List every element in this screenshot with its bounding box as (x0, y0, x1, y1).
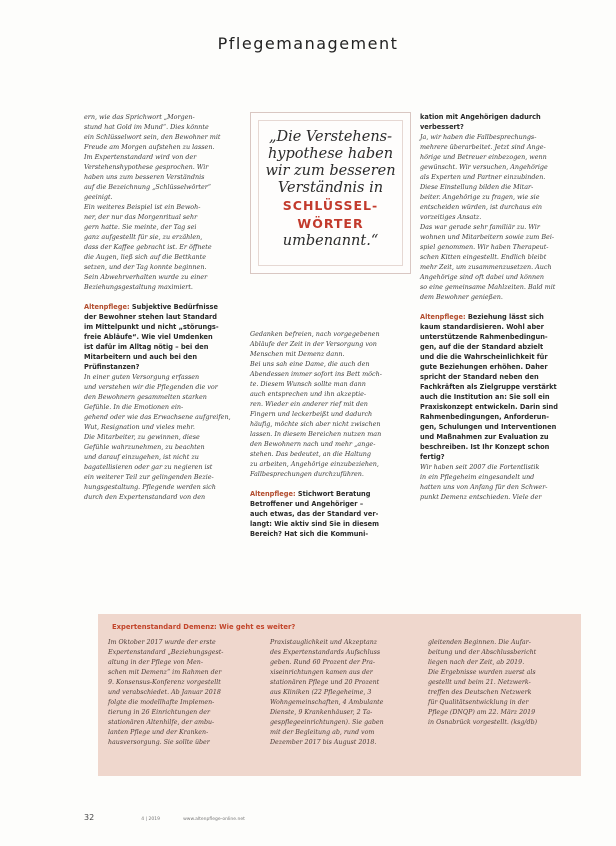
text-line: als Experten und Partner einzubinden. (420, 173, 546, 181)
text-line: gern hatte. Sie meinte, der Tag sei (84, 223, 197, 231)
question-1 (84, 302, 240, 372)
text-line: Expertenstandard „Beziehungsgest- (108, 649, 224, 656)
text-line: hörige und Betreuer einbezogen, wenn (420, 153, 547, 161)
text-line: den Bewohnern nach und mehr „ange- (250, 440, 376, 448)
text-line: ren. Wieder ein anderer rief mit den (250, 400, 368, 408)
text-line: Prüfinstanzen? (84, 363, 140, 371)
text-line: in Osnabrück vorgestellt. (ksg/db) (428, 719, 538, 726)
text-line: dass der Kaffee gebracht ist. Er öffnete (84, 243, 212, 251)
text-line: ein weiterer Teil zur gelingenden Bezie- (84, 473, 214, 481)
answer-3 (420, 462, 578, 502)
text-line: Verstehenshypothese gesprochen. Wir (84, 163, 209, 171)
text-line: Fingern und leckerbeißt und dadurch (250, 410, 373, 418)
text-line: Gefühle. In die Emotionen ein- (84, 403, 184, 411)
text-line: Freude am Morgen aufstehen zu lassen. (84, 143, 215, 151)
text-line: haben uns zum besseren Verständnis (84, 173, 205, 181)
column-2 (250, 329, 410, 539)
text-line: auch entsprechen und ihn akzeptie- (250, 390, 367, 398)
text-line: Dienste, 9 Krankenhäuser, 2 Ta- (270, 709, 373, 716)
text-line: te. Diesem Wunsch sollte man dann (250, 380, 366, 388)
text-line: tierung in 26 Einrichtungen der (108, 709, 211, 716)
text-line: Fallbesprechungen durchzuführen. (250, 470, 364, 478)
text-line: stationären Altenhilfe, der ambu- (108, 719, 215, 726)
text-line: die Augen, ließ sich auf die Bettkante (84, 253, 206, 261)
question-2 (250, 489, 410, 539)
text-line: Bereich? Hat sich die Kommuni- (250, 530, 369, 538)
question-1-text (84, 303, 219, 371)
text-line: punkt Demenz entschieden. Viele der (420, 493, 542, 501)
info-box-column-3 (428, 638, 574, 728)
text-line: und Maßnahmen zur Evaluation zu (420, 433, 549, 441)
text-line: Beziehungsgestaltung maximiert. (84, 283, 193, 291)
text-line: beiter. Angehörige zu fragen, wie sie (420, 193, 540, 201)
text-line: Gefühle wahrzunehmen, zu beachten (84, 443, 205, 451)
text-line: durch den Expertenstandard von den (84, 493, 206, 501)
text-line: unterstützende Rahmenbedingun- (420, 333, 548, 341)
text-line: mit der Begleitung ab, rund vom (270, 729, 375, 736)
question-1-tag: Altenpflege: (84, 303, 130, 311)
text-line: des Expertenstandards Aufschluss (270, 649, 381, 656)
text-line: liegen nach der Zeit, ab 2019. (428, 659, 525, 666)
text-line: Betroffener und Angehöriger – (250, 500, 364, 508)
text-line: treffen des Deutschen Netzwerk (428, 689, 532, 696)
text-line: stund hat Gold im Mund“. Dies könnte (84, 123, 209, 131)
text-line: Die Ergebnisse wurden zuerst als (428, 669, 536, 676)
pull-quote-after: umbenannt.“ (282, 233, 379, 249)
text-line: spricht der Standard neben den (420, 373, 539, 381)
text-line: Angehörige sind oft dabei und können (420, 273, 544, 281)
text-line: gewünscht. Wir versuchen, Angehörige (420, 163, 548, 171)
text-line: mehr Zeit, um zusammenzusetzen. Auch (420, 263, 552, 271)
text-line: Im Oktober 2017 wurde der erste (108, 639, 216, 646)
text-line: stationären Pflege und 20 Prozent (270, 679, 380, 686)
issue-number: 4 | 2019 (141, 817, 160, 822)
text-line: ganz aufgestellt für sie, zu erzählen, (84, 233, 203, 241)
text-line: Stichwort Beratung (297, 490, 371, 498)
answer-1 (84, 372, 240, 502)
info-box-title: Expertenstandard Demenz: Wie geht es weiter? (112, 623, 296, 631)
question-3 (420, 312, 578, 462)
info-box-column-2 (270, 638, 420, 748)
text-line: Wohngemeinschaften, 4 Ambulante (270, 699, 384, 706)
text-line: zu arbeiten, Angehörige einzubeziehen, (250, 460, 379, 468)
text-line: wohnen und Mitarbeitern sowie zum Bei- (420, 233, 555, 241)
text-line: fertig? (420, 453, 445, 461)
text-line: Rahmenbedingungen, Anforderun- (420, 413, 549, 421)
text-line: häufig, möchte sich aber nicht zwischen (250, 420, 381, 428)
text-line: stehen. Das bedeutet, an die Haltung (250, 450, 372, 458)
text-line: in ein Pflegeheim eingesandelt und (420, 473, 535, 481)
text-line: den Bewohnern gesammelten starken (84, 393, 207, 401)
text-line: freie Abläufe“. Wie viel Umdenken (84, 333, 213, 341)
text-line: für Qualitätsentwicklung in der (428, 699, 529, 706)
text-line: Gedanken befreien, nach vorgegebenen (250, 330, 380, 338)
answer-2 (420, 132, 578, 302)
text-line: schen Kitten eingestellt. Endlich bleibt (420, 253, 547, 261)
text-line: der Bewohner stehen laut Standard (84, 313, 218, 321)
text-line: Bei uns sah eine Dame, die auch den (250, 360, 370, 368)
text-line: auch etwas, das der Standard ver- (250, 510, 379, 518)
website-url: www.altenpflege-online.net (183, 817, 245, 822)
text-line: Fachkräften als Zielgruppe verstärkt (420, 383, 557, 391)
pull-quote-box (250, 112, 411, 274)
text-line: gleitenden Beginnen. Die Aufar- (428, 639, 531, 646)
text-line: und darauf einzugehen, ist nicht zu (84, 453, 199, 461)
text-line: Pflege (DNQP) am 22. März 2019 (428, 709, 536, 716)
text-line: Beziehung lässt sich (467, 313, 544, 321)
text-line: Wut, Resignation und vieles mehr. (84, 423, 195, 431)
text-line: altung in der Pflege von Men- (108, 659, 203, 666)
pull-quote-before: „Die Verstehens-hypothese haben wir zum besseren Verständnis in (265, 129, 396, 196)
text-line: Ein weiteres Beispiel ist ein Bewoh- (84, 203, 201, 211)
info-box-column-1 (108, 638, 256, 748)
text-line: In einer guten Versorgung erfassen (84, 373, 200, 381)
answer-1-continued (250, 329, 410, 479)
text-line: Mitarbeitern und auch bei den (84, 353, 198, 361)
info-box (98, 614, 581, 776)
text-line: und verstehen wir die Pflegenden die vor (84, 383, 218, 391)
text-line: Praxistauglichkeit und Akzeptanz (270, 639, 378, 646)
column-1 (84, 112, 240, 502)
text-line: geeinigt. (84, 193, 113, 201)
column-1-intro (84, 112, 240, 292)
text-line: langt: Wie aktiv sind Sie in diesem (250, 520, 379, 528)
pull-quote (257, 129, 404, 250)
text-line: vorzeitiges Ansatz. (420, 213, 482, 221)
text-line: schen mit Demenz“ im Rahmen der (108, 669, 222, 676)
text-line: Subjektive Bedürfnisse (131, 303, 218, 311)
text-line: hungsgestaltung. Pflegende werden sich (84, 483, 216, 491)
text-line: hatten uns von Anfang für den Schwer- (420, 483, 548, 491)
text-line: Im Expertenstandard wird von der (84, 153, 197, 161)
text-line: hausversorgung. Sie sollte über (108, 739, 210, 746)
text-line: ner, der nur das Morgenritual sehr (84, 213, 198, 221)
question-2-tag: Altenpflege: (250, 490, 296, 498)
page-footer (84, 805, 245, 824)
text-line: aus Kliniken (22 Pflegeheime, 3 (270, 689, 372, 696)
text-line: xiseinrichtungen kamen aus der (270, 669, 373, 676)
text-line: verbessert? (420, 123, 464, 131)
text-line: kation mit Angehörigen dadurch (420, 113, 541, 121)
text-line: Abläufe der Zeit in der Versorgung von (250, 340, 377, 348)
text-line: spiel genommen. Wir haben Therapeut- (420, 243, 549, 251)
text-line: Das war gerade sehr familiär zu. Wir (420, 223, 540, 231)
text-line: bagatellisieren oder gar zu negieren ist (84, 463, 213, 471)
text-line: mehrere überarbeitet. Jetzt sind Ange- (420, 143, 546, 151)
text-line: Dezember 2017 bis August 2018. (270, 739, 377, 746)
text-line: und verabschiedet. Ab Januar 2018 (108, 689, 221, 696)
text-line: Wir haben seit 2007 die Fortentlistik (420, 463, 540, 471)
text-line: entscheiden würden, ist durchaus ein (420, 203, 543, 211)
text-line: auch die Institution an: Sie soll ein (420, 393, 550, 401)
pull-quote-highlight: SCHLÜSSEL-WÖRTER (282, 198, 379, 231)
text-line: gestellt und beim 21. Netzwerk- (428, 679, 531, 686)
text-line: ein Schlüsselwort sein, den Bewohner mit (84, 133, 221, 141)
text-line: ern, wie das Sprichwort „Morgen- (84, 113, 195, 121)
question-2-continued (420, 112, 578, 132)
text-line: und die die Wahrscheinlichkeit für (420, 353, 548, 361)
text-line: 9. Konsensus-Konferenz vorgestellt (108, 679, 221, 686)
text-line: folgte die modellhafte Implemen- (108, 699, 215, 706)
text-line: geben. Rund 60 Prozent der Pra- (270, 659, 376, 666)
question-3-tag: Altenpflege: (420, 313, 466, 321)
text-line: kaum standardisieren. Wohl aber (420, 323, 544, 331)
text-line: gehend oder wie das Erwachsene aufgreifen, (84, 413, 231, 421)
text-line: Die Mitarbeiter, zu gewinnen, diese (84, 433, 200, 441)
text-line: gute Beziehungen erhöhen. Daher (420, 363, 548, 371)
text-line: Diese Einstellung bilden die Mitar- (420, 183, 534, 191)
column-3 (420, 112, 578, 502)
text-line: dem Bewohner genießen. (420, 293, 503, 301)
section-title: Pflegemanagement (217, 34, 399, 53)
page-number: 32 (84, 813, 95, 822)
question-3-text (420, 313, 558, 461)
text-line: gen, Schulungen und Interventionen (420, 423, 557, 431)
text-line: beitung und der Abschlussbericht (428, 649, 537, 656)
text-line: gespflegeeinrichtungen). Sie gaben (270, 719, 384, 726)
text-line: Ja, wir haben die Fallbesprechungs- (420, 133, 537, 141)
text-line: lanten Pflege und der Kranken- (108, 729, 209, 736)
text-line: gen, auf die der Standard abzielt (420, 343, 544, 351)
text-line: Menschen mit Demenz dann. (250, 350, 345, 358)
text-line: auf die Bezeichnung „Schlüsselwörter“ (84, 183, 212, 191)
text-line: so eine gemeinsame Mahlzeiten. Bald mit (420, 283, 556, 291)
text-line: setzen, und der Tag konnte beginnen. (84, 263, 207, 271)
text-line: ist dafür im Alltag nötig – bei den (84, 343, 209, 351)
text-line: beschreiben. Ist Ihr Konzept schon (420, 443, 550, 451)
text-line: Sein Abwehrverhalten wurde zu einer (84, 273, 208, 281)
text-line: Praxiskonzept entwickeln. Darin sind (420, 403, 558, 411)
text-line: lassen. In diesem Bereichen nutzen man (250, 430, 382, 438)
text-line: Abendessen immer sofort ins Bett möch- (250, 370, 382, 378)
text-line: im Mittelpunkt und nicht „störungs- (84, 323, 219, 331)
